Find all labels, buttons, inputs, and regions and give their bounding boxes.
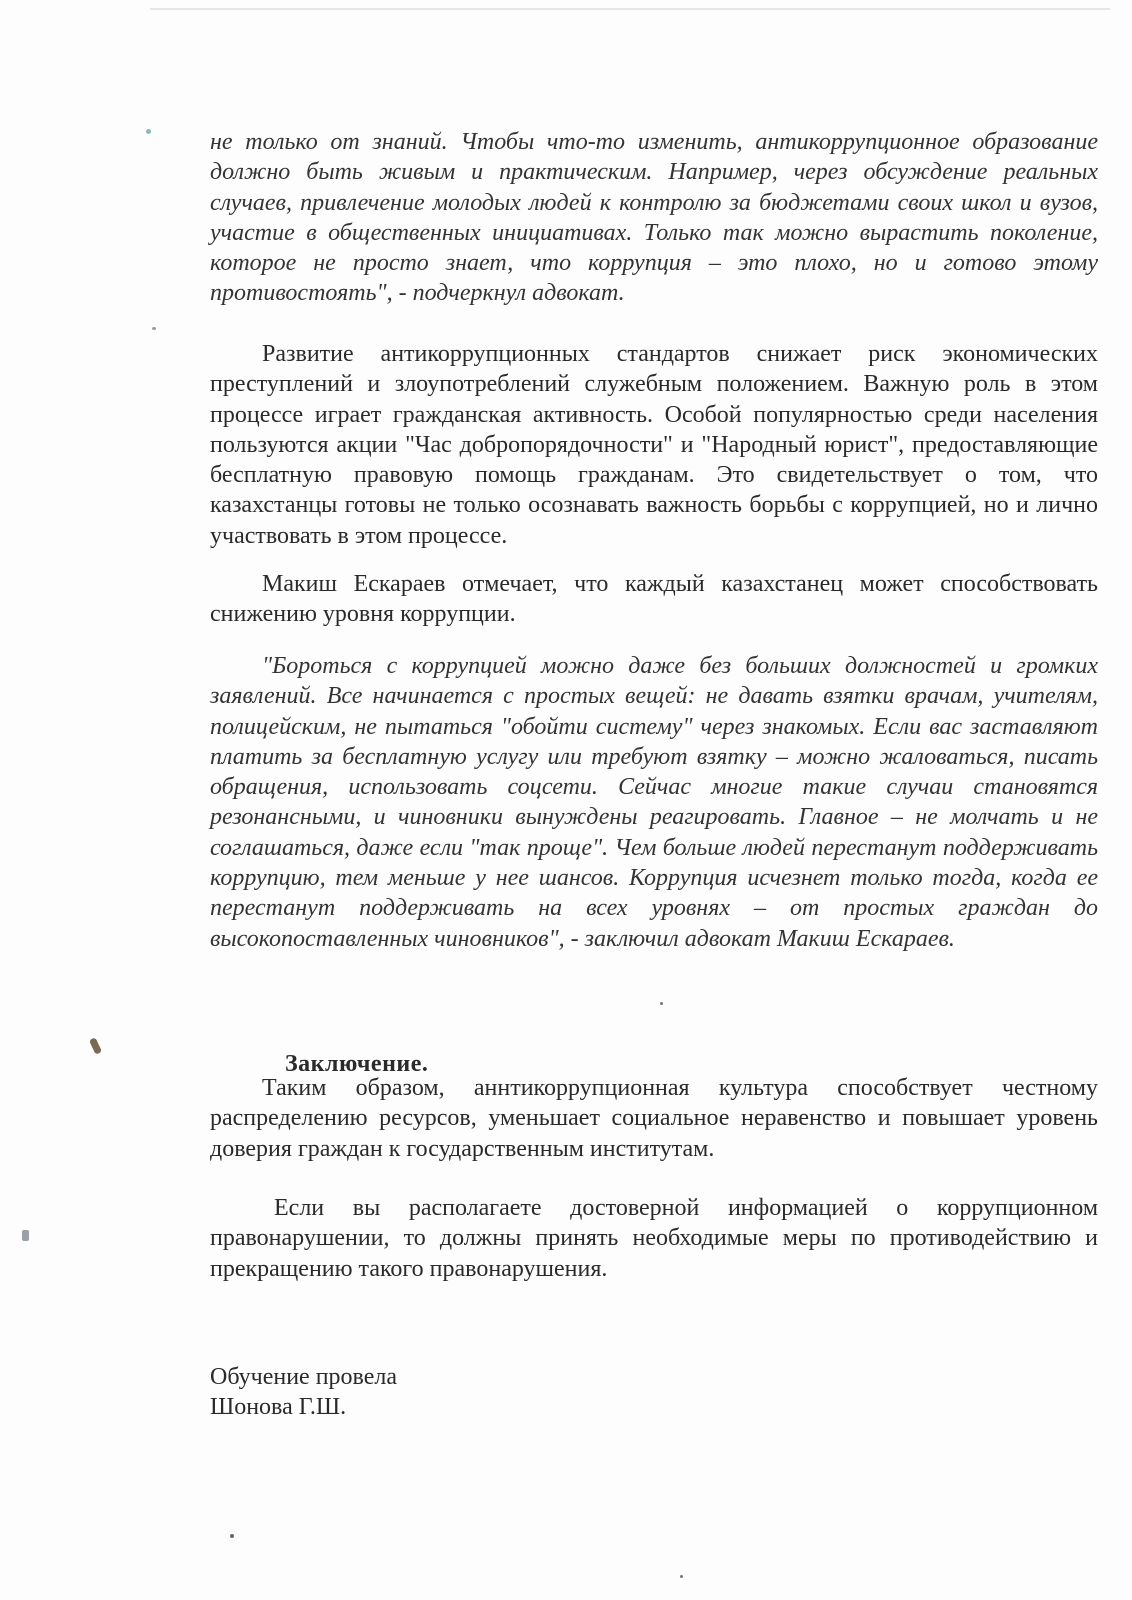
quote-eskaraev: "Бороться с коррупцией можно даже без больших должностей и громких заявлений. Все начинается с простых вещей: не давать взятки врачам, учителям, полицейским, не пытаться "обойти систему" через знакомых. Если вас заставляют платить за бесплатную услугу или требуют взятку – можно жаловаться, писать обращения, использовать соцсети. Сейчас многие такие случаи становятся резонансными, и чиновники вынуждены реагировать. Главное – не молчать и не соглашаться, даже если "так проще". Чем больше людей перестанут поддерживать коррупцию, тем меньше у нее шансов. Коррупция исчезнет только тогда, когда ее перестанут поддерживать на всех уровнях – от простых граждан до высокопоставленных чиновников", - заключил адвокат Макиш Ескараев.	[210, 653, 1098, 952]
quote-continuation: не только от знаний. Чтобы что-то изменить, антикоррупционное образование должно быть живым и практическим. Например, через обсуждение реальных случаев, привлечение молодых людей к контролю за бюджетами своих школ и вузов, участие в общественных инициативах. Только так можно вырастить поколение, которое не просто знает, что коррупция – это плохо, но и готово этому противостоять", - подчеркнул адвокат.	[210, 129, 1098, 307]
scan-speck	[146, 129, 151, 134]
scan-speck	[230, 1534, 234, 1538]
paragraph-development: Развитие антикоррупционных стандартов снижает риск экономических преступлений и злоупотреблений служебным положением. Важную роль в этом процессе играет гражданская активность. Особой популярностью среди населения пользуются акции "Час добропорядочности" и "Народный юрист", предоставляющие бесплатную правовую помощь гражданам. Это свидетельствует о том, что казахстанцы готовы не только осознавать важность борьбы с коррупцией, но и лично участвовать в этом процессе.	[210, 341, 1098, 549]
scan-speck	[22, 1230, 29, 1241]
scan-speck	[152, 327, 156, 330]
paragraph-reporting: Если вы располагаете достоверной информацией о коррупционном правонарушении, то должны принять необходимые меры по противодействию и прекращению такого правонарушения.	[210, 1195, 1098, 1282]
conclusion-text: Таким образом, аннтикоррупционная культура способствует честному распределению ресурсов, уменьшает социальное неравенство и повышает уровень доверия граждан к государственным институтам.	[210, 1075, 1098, 1162]
conclusion-heading: Заключение.	[285, 1051, 429, 1077]
scan-speck	[680, 1575, 683, 1578]
scan-speck	[89, 1037, 102, 1054]
scan-speck	[660, 1002, 663, 1005]
signature-name: Шонова Г.Ш.	[210, 1394, 347, 1420]
scan-edge-line	[150, 8, 1110, 10]
signature-role: Обучение провела	[210, 1364, 398, 1390]
paragraph-eskaraev: Макиш Ескараев отмечает, что каждый казахстанец может способствовать снижению уровня коррупции.	[210, 571, 1098, 628]
